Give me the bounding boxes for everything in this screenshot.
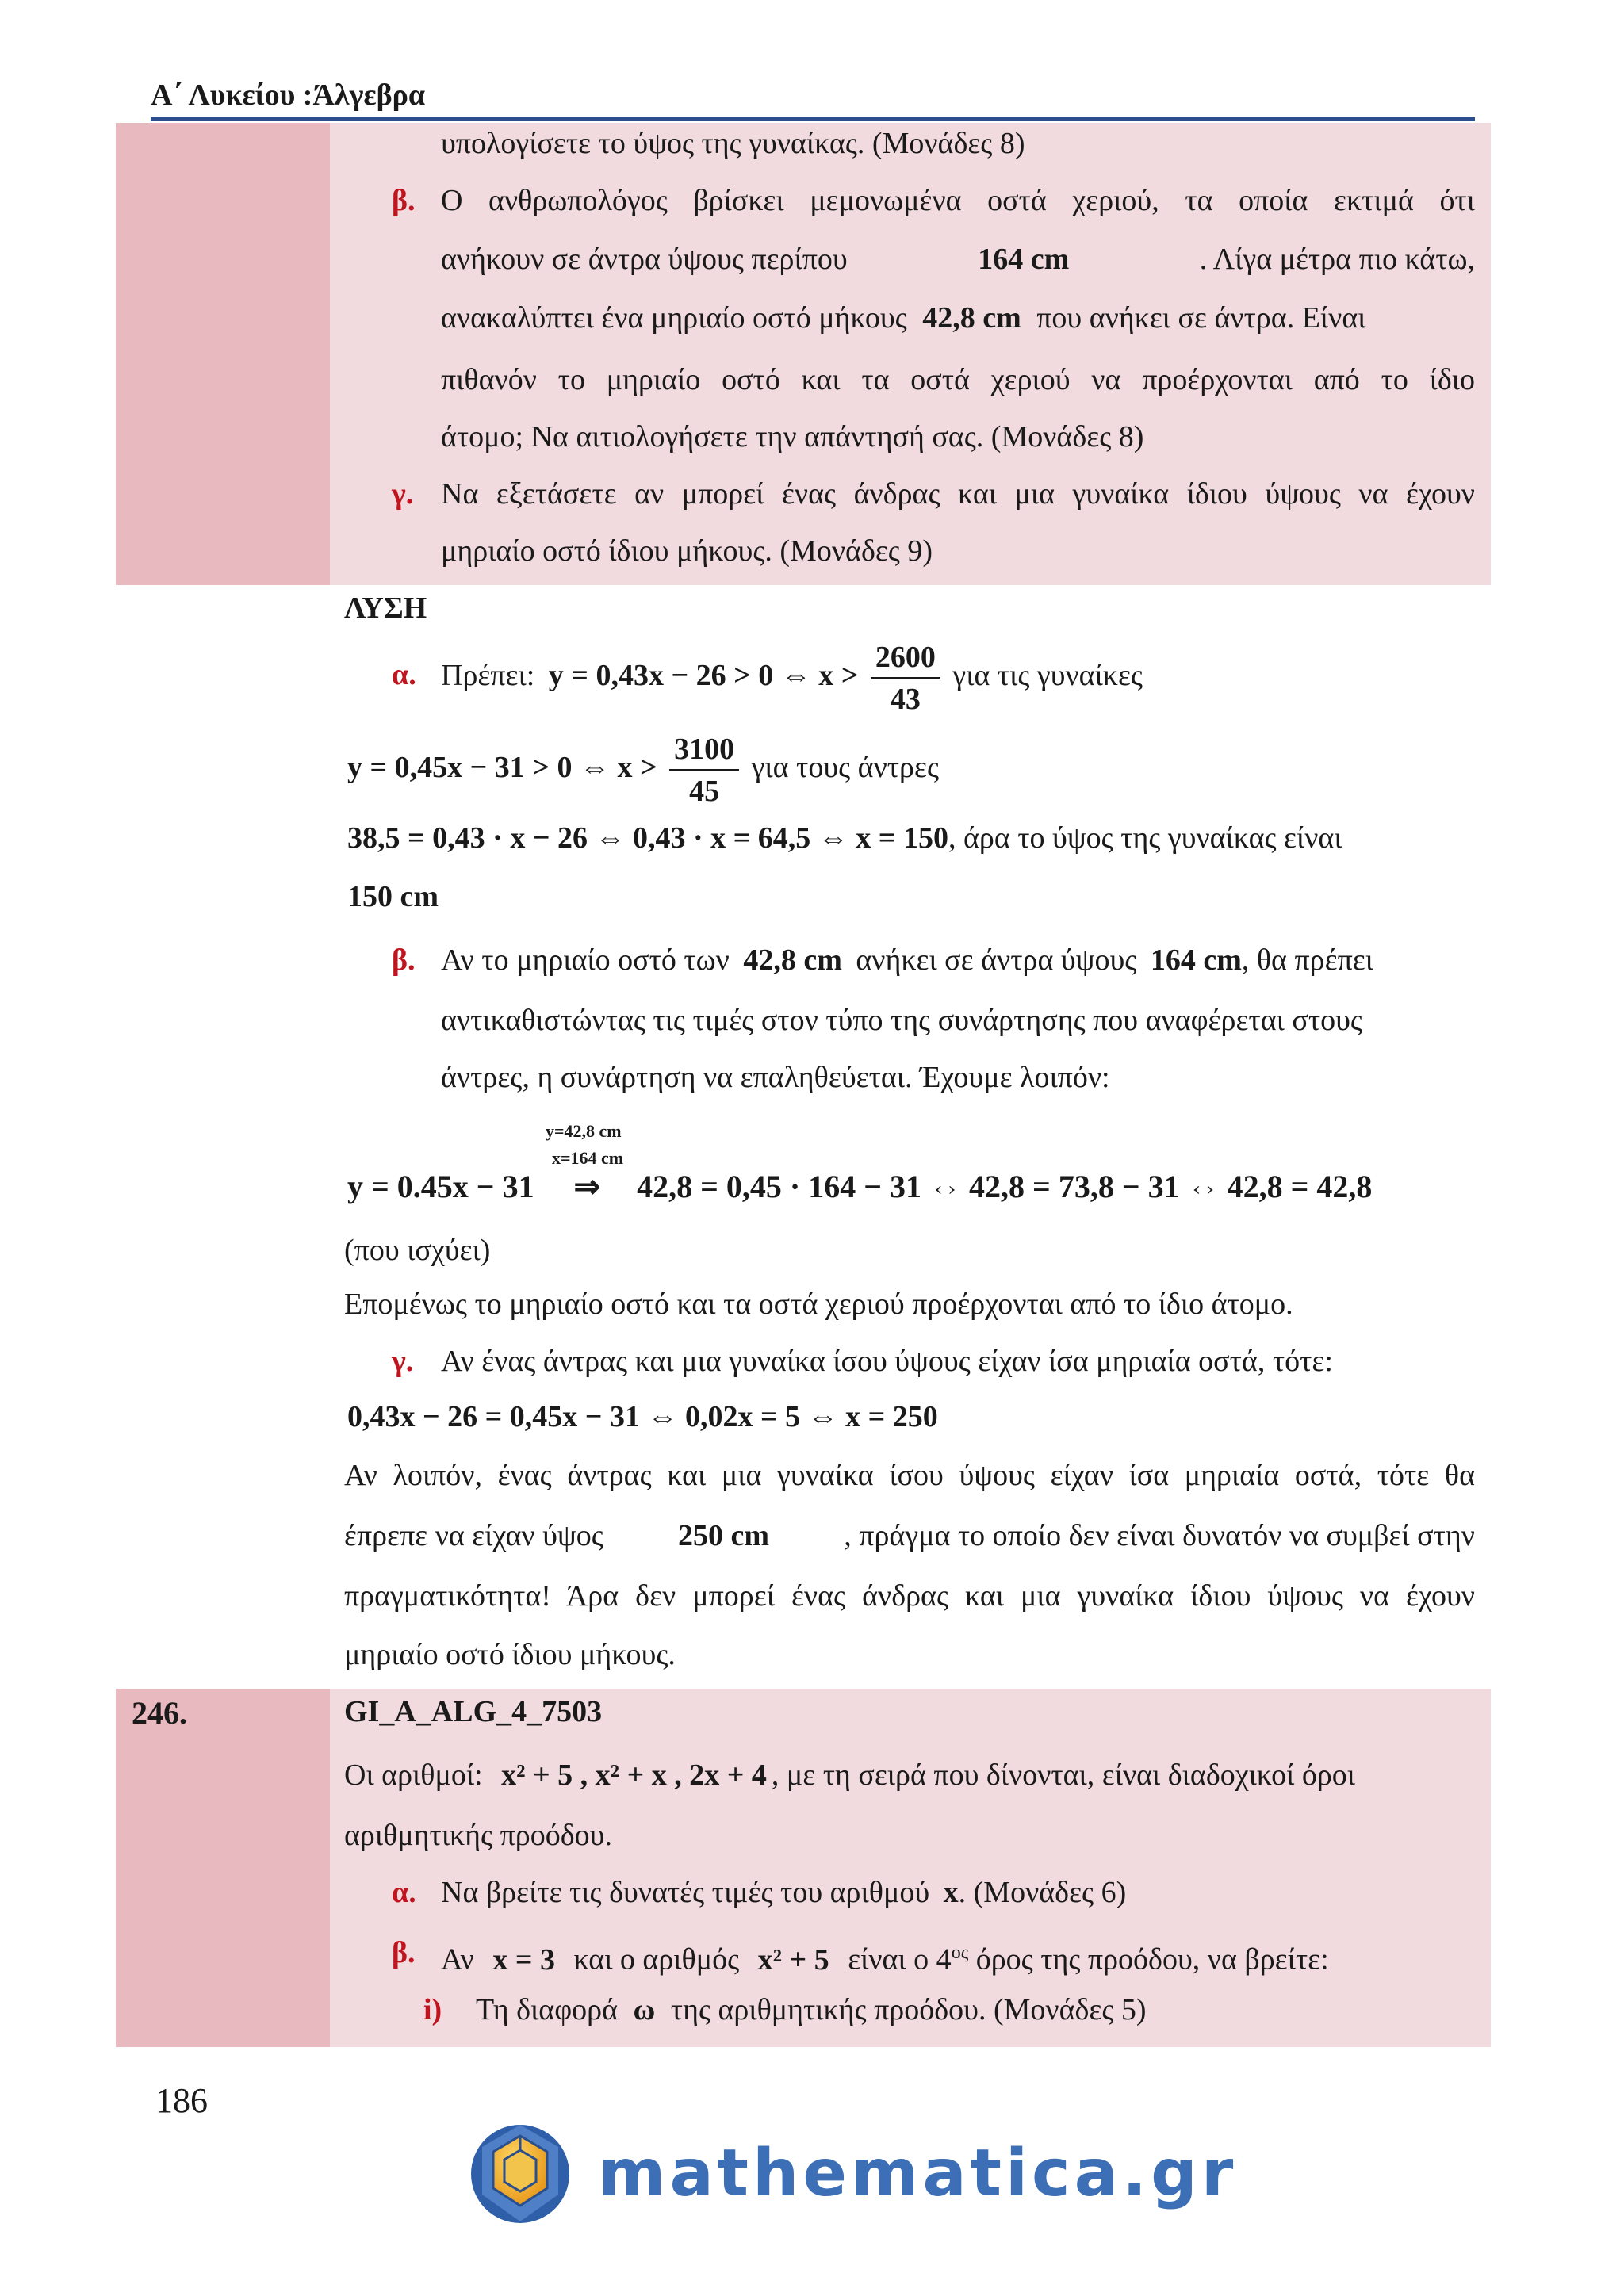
variable-omega: ω — [633, 1993, 656, 2026]
fraction-3100-45 — [669, 729, 739, 811]
for-men-text: για τους άντρες — [751, 751, 940, 784]
fraction-numerator: 3100 — [669, 729, 739, 771]
solution-height-line — [347, 820, 1342, 856]
solution-c-line-1: Αν λοιπόν, ένας άντρας και μια γυναίκα ίσου ύψους είχαν ίσα μηριαία οστά, τότε θα — [344, 1459, 1475, 1492]
condition-x-equals-3: x = 3 — [492, 1942, 555, 1976]
height-equation: 38,5 = 0,43 · x − 26 ⇔ 0,43 · x = 64,5 ⇔ x = 150 — [347, 821, 948, 855]
problem-number-column — [116, 123, 330, 585]
length-42-8-cm: 42,8 cm — [922, 301, 1021, 335]
c-line-2-end: , πράγμα το οποίο δεν είναι δυνατόν να συμβεί στην — [844, 1519, 1475, 1552]
problem-c-line-2: μηριαίο οστό ίδιου μήκους. (Μονάδες 9) — [441, 534, 933, 568]
c-line-2-text: έπρεπε να είχαν ύψος — [344, 1519, 603, 1552]
problem-number-column — [116, 1689, 330, 2047]
function-men: y = 0.45x − 31 — [347, 1169, 534, 1204]
solution-c-intro: Αν ένας άντρας και μια γυναίκα ίσου ύψους είχαν ίσα μηριαία οστά, τότε: — [441, 1345, 1333, 1378]
femur-length-value: 42,8 cm — [743, 943, 842, 977]
page-number: 186 — [155, 2081, 208, 2120]
a-points: . (Μονάδες 6) — [958, 1876, 1127, 1909]
solution-c-line-3: πραγματικότητα! Άρα δεν μπορεί ένας άνδρας και μια γυναίκα ίδιου ύψους να έχουν — [344, 1579, 1475, 1613]
ordinal-superscript: ος — [951, 1942, 969, 1963]
problem-code: GI_A_ALG_4_7503 — [344, 1695, 603, 1728]
substitution-y: y=42,8 cm — [546, 1121, 622, 1141]
b-line-3-text: ανακαλύπτει ένα μηριαίο οστό μήκους — [441, 301, 907, 335]
holds-note: (που ισχύει) — [344, 1234, 491, 1267]
problem-b-line-4: πιθανόν το μηριαίο οστό και τα οστά χεριού να προέρχονται από το ίδιο — [441, 363, 1475, 396]
b-if-text: Αν — [441, 1942, 474, 1976]
problem-number: 246. — [132, 1695, 187, 1731]
solution-b-line-1 — [441, 942, 1373, 978]
equal-femur-equation: 0,43x − 26 = 0,45x − 31 ⇔ 0,02x = 5 ⇔ x = 250 — [347, 1400, 938, 1433]
header-rule — [151, 117, 1475, 121]
b-line-2-text: ανήκουν σε άντρα ύψους περίπου — [441, 243, 848, 276]
problem-246-intro-line-2: αριθμητικής προόδου. — [344, 1819, 612, 1852]
fraction-2600-43 — [871, 637, 940, 719]
i-end-text: της αριθμητικής προόδου. (Μονάδες 5) — [670, 1993, 1147, 2026]
b-line-2-end: . Λίγα μέτρα πιο κάτω, — [1199, 243, 1475, 276]
fraction-numerator: 2600 — [871, 637, 940, 679]
item-label-b: β. — [392, 184, 416, 217]
fraction-denominator: 43 — [890, 682, 921, 716]
intro-end-text: , με τη σειρά που δίνονται, είναι διαδοχικοί όροι — [771, 1758, 1356, 1792]
b-end-text: , θα πρέπει — [1241, 943, 1373, 977]
b-end-text: όρος της προόδου, να βρείτε: — [975, 1942, 1329, 1976]
solution-b-line-2: αντικαθιστώντας τις τιμές στον τύπο της συνάρτησης που αναφέρεται στους — [441, 1004, 1362, 1037]
b-mid-text: και ο αριθμός — [573, 1942, 740, 1976]
page-header: Α΄ Λυκείου :Άλγεβρα — [151, 78, 426, 112]
solution-a-intro: Πρέπει: — [441, 659, 535, 692]
term-x-squared-plus-5: x² + 5 — [757, 1942, 829, 1976]
verification-chain: 42,8 = 0,45 · 164 − 31 ⇔ 42,8 = 73,8 − 31 ⇔ 42,8 = 42,8 — [637, 1169, 1373, 1204]
problem-246-a — [441, 1874, 1126, 1911]
problem-c-line-1: Να εξετάσετε αν μπορεί ένας άνδρας και μια γυναίκα ίδιου ύψους να έχουν — [441, 477, 1475, 511]
conclusion-b: Επομένως το μηριαίο οστό και τα οστά χεριού προέρχονται από το ίδιο άτομο. — [344, 1288, 1293, 1321]
problem-b-line-5: άτομο; Να αιτιολογήσετε την απάντησή σας. (Μονάδες 8) — [441, 420, 1144, 453]
solution-a-line — [441, 634, 1143, 717]
solution-c-line-4: μηριαίο οστό ίδιου μήκους. — [344, 1638, 676, 1671]
substitution-x: x=164 cm — [552, 1148, 624, 1168]
b-line-3-end: που ανήκει σε άντρα. Είναι — [1036, 301, 1366, 335]
height-164-cm: 164 cm — [978, 243, 1070, 276]
problem-246-b — [441, 1934, 1329, 1978]
b-intro-text: Αν το μηριαίο οστό των — [441, 943, 730, 977]
solution-c-line-2 — [344, 1517, 1475, 1554]
mathematica-logo — [465, 2118, 1238, 2229]
inequality-women: y = 0,43x − 26 > 0 ⇔ x > — [548, 659, 859, 692]
solution-heading: ΛΥΣΗ — [344, 591, 427, 625]
b-mid-text: ανήκει σε άντρα ύψους — [856, 943, 1137, 977]
height-250-cm: 250 cm — [678, 1519, 770, 1552]
problem-246-label-a: α. — [392, 1876, 416, 1909]
man-height-value: 164 cm — [1150, 943, 1242, 977]
fraction-denominator: 45 — [689, 774, 720, 808]
item-label-c: γ. — [392, 477, 414, 511]
intro-text: Οι αριθμοί: — [344, 1758, 483, 1792]
logo-text: mathematica.gr — [598, 2136, 1238, 2211]
woman-height-value: 150 cm — [347, 880, 439, 913]
variable-x: x — [943, 1876, 959, 1909]
solution-label-c: γ. — [392, 1345, 414, 1378]
b-fourth-text: είναι ο 4 — [848, 1942, 952, 1976]
a-text: Να βρείτε τις δυνατές τιμές του αριθμού — [441, 1876, 930, 1909]
for-women-text: για τις γυναίκες — [952, 659, 1143, 692]
problem-a-continuation: υπολογίσετε το ύψος της γυναίκας. (Μονάδες 8) — [441, 127, 1025, 160]
problem-b-line-3 — [441, 300, 1365, 336]
polyhedron-icon — [465, 2118, 576, 2229]
problem-b-line-1: Ο ανθρωπολόγος βρίσκει μεμονωμένα οστά χεριού, τα οποία εκτιμά ότι — [441, 184, 1475, 217]
implies-arrow: ⇒ — [573, 1169, 601, 1204]
verification-equation — [347, 1169, 1372, 1205]
solution-men-line — [347, 726, 939, 809]
solution-label-b: β. — [392, 943, 416, 977]
sequence-terms: x² + 5 , x² + x , 2x + 4 — [501, 1758, 767, 1792]
i-text: Τη διαφορά — [476, 1993, 619, 2026]
problem-246-i — [476, 1992, 1147, 2028]
solution-label-a: α. — [392, 658, 416, 691]
solution-b-line-3: άντρες, η συνάρτηση να επαληθεύεται. Έχουμε λοιπόν: — [441, 1061, 1110, 1094]
problem-b-line-2 — [441, 241, 1475, 277]
problem-246-label-b: β. — [392, 1936, 416, 1969]
problem-246-label-i: i) — [423, 1993, 442, 2026]
problem-246-intro — [344, 1757, 1355, 1793]
inequality-men: y = 0,45x − 31 > 0 ⇔ x > — [347, 751, 657, 784]
height-conclusion-text: , άρα το ύψος της γυναίκας είναι — [948, 821, 1342, 855]
